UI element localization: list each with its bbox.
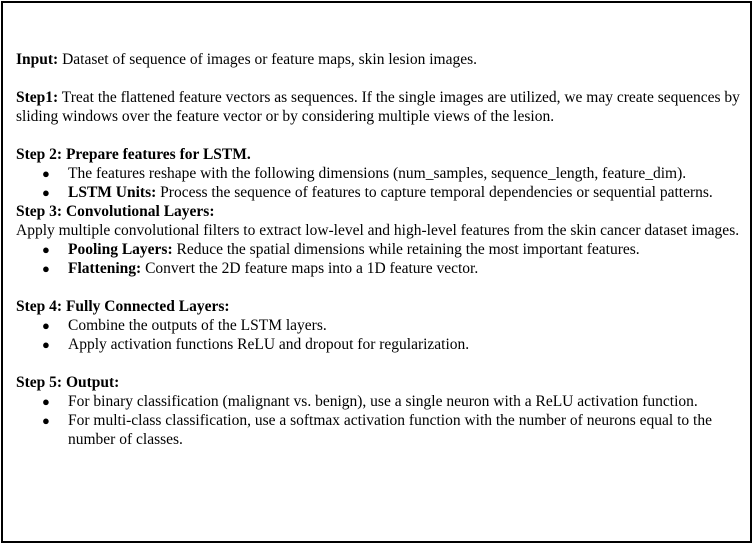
algorithm-content: [16, 50, 744, 449]
list-item: [16, 240, 744, 259]
list-item-label: LSTM Units:: [68, 184, 157, 201]
bullet-icon: ●: [42, 318, 50, 333]
bullet-icon: ●: [42, 413, 50, 428]
step2-heading-text: Step 2: Prepare features for LSTM.: [16, 146, 251, 163]
list-item-text: For binary classification (malignant vs. benign), use a single neuron with a ReLU activation function.: [68, 393, 698, 410]
step3-heading: [16, 202, 744, 221]
list-item-label: Pooling Layers:: [68, 241, 173, 258]
step4-list: [16, 316, 744, 354]
step5-list: [16, 392, 744, 449]
list-item: [16, 316, 744, 335]
input-line: [16, 50, 744, 69]
bullet-icon: ●: [42, 166, 50, 181]
algorithm-box: [1, 1, 752, 543]
list-item-text: Convert the 2D feature maps into a 1D feature vector.: [141, 260, 479, 277]
list-item: [16, 392, 744, 411]
list-item: [16, 259, 744, 278]
list-item-text: Reduce the spatial dimensions while retaining the most important features.: [172, 241, 640, 258]
bullet-icon: ●: [42, 185, 50, 200]
step2-heading: [16, 145, 744, 164]
bullet-icon: ●: [42, 337, 50, 352]
step3-heading-text: Step 3: Convolutional Layers:: [16, 203, 215, 220]
list-item-text: For multi-class classification, use a softmax activation function with the number of neurons equal to the number of classes.: [68, 412, 712, 448]
bullet-icon: ●: [42, 242, 50, 257]
list-item-text: Apply activation functions ReLU and dropout for regularization.: [68, 336, 470, 353]
bullet-icon: ●: [42, 261, 50, 276]
list-item-text: The features reshape with the following dimensions (num_samples, sequence_length, feature_dim).: [68, 165, 687, 182]
step1-label: Step1:: [16, 89, 59, 106]
input-label: Input:: [16, 51, 59, 68]
step3-paragraph: Apply multiple convolutional filters to extract low-level and high-level features from the skin cancer dataset images.: [16, 222, 740, 239]
step3-list: [16, 240, 744, 278]
list-item: [16, 183, 744, 202]
step1-paragraph: [16, 88, 744, 126]
step1-text: Treat the flattened feature vectors as sequences. If the single images are utilized, we may create sequences by sliding windows over the feature vector or by considering multiple views of the lesion.: [16, 89, 740, 125]
step4-heading: [16, 297, 744, 316]
list-item: [16, 411, 744, 449]
list-item-text: Process the sequence of features to capture temporal dependencies or sequential patterns.: [156, 184, 713, 201]
step4-heading-text: Step 4: Fully Connected Layers:: [16, 298, 230, 315]
step2-list: [16, 164, 744, 202]
list-item-text: Combine the outputs of the LSTM layers.: [68, 317, 327, 334]
list-item-label: Flattening:: [68, 260, 142, 277]
step5-heading: [16, 373, 744, 392]
input-text: Dataset of sequence of images or feature maps, skin lesion images.: [58, 51, 478, 68]
list-item: [16, 335, 744, 354]
list-item: [16, 164, 744, 183]
bullet-icon: ●: [42, 394, 50, 409]
step5-heading-text: Step 5: Output:: [16, 374, 120, 391]
